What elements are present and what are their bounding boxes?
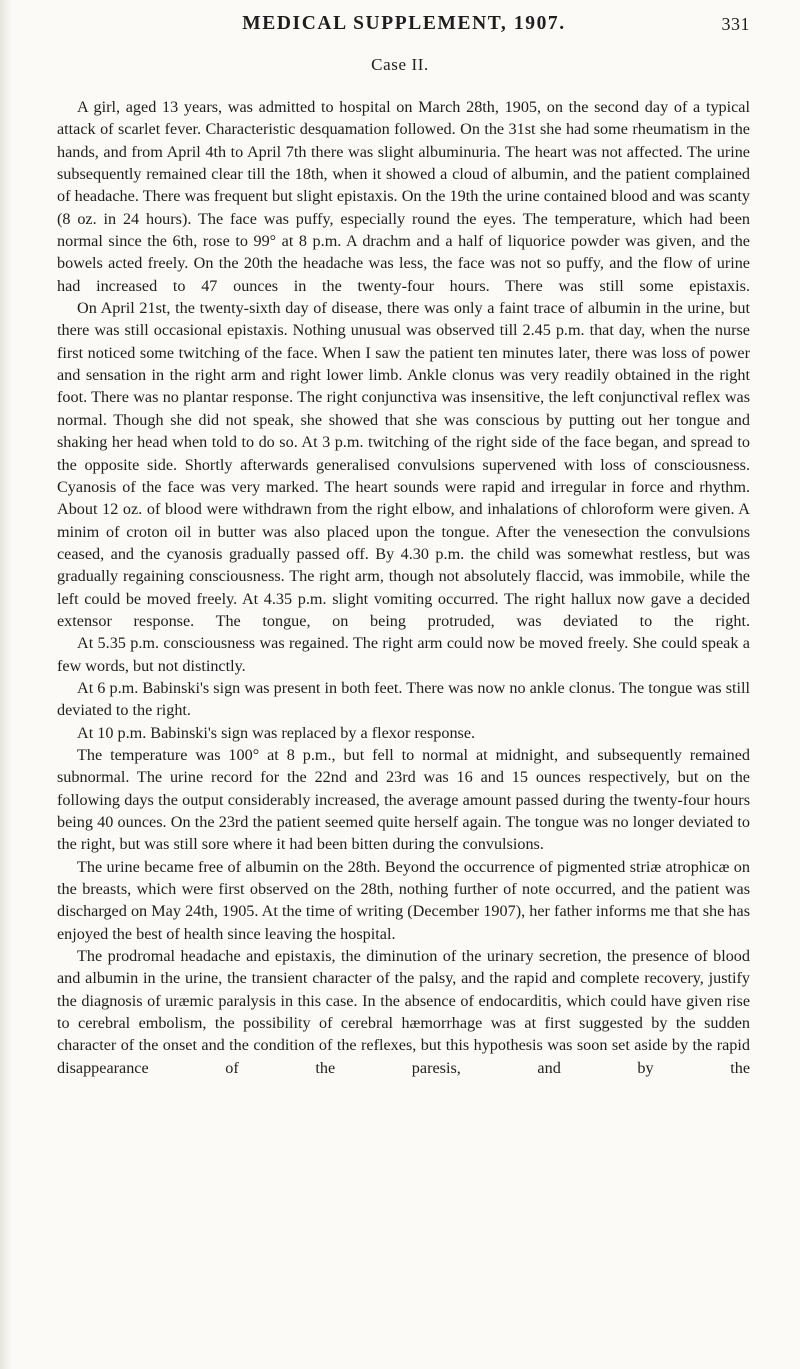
paragraph-case-history: A girl, aged 13 years, was admitted to hospital on March 28th, 1905, on the second day of a typical attack of scarlet fever. Characteristic desquamation followed. On the 31st she had some rheumatism in the hands, and from April 4th to April 7th there was slight albuminuria. The heart was not affected. The urine subsequently remained clear till the 18th, when it showed a cloud of albumin, and the patient complained of headache. There was frequent but slight epistaxis. On the 19th the urine contained blood and was scanty (8 oz. in 24 hours). The face was puffy, especially round the eyes. The temperature, which had been normal since the 6th, rose to 99° at 8 p.m. A drachm and a half of liquorice powder was given, and the bowels acted freely. On the 20th the headache was less, the face was not so puffy, and the flow of urine had increased to 47 ounces in the twenty-four hours. There was still some epistaxis. xyxy=(57,98,750,295)
paragraph-diagnosis: The prodromal headache and epistaxis, the diminution of the urinary secretion, the presence of blood and albumin in the urine, the transient character of the palsy, and the rapid and complete recovery, justify the diagnosis of uræmic paralysis in this case. In the absence of endocarditis, which could have given rise to cerebral embolism, the possibility of cerebral hæmorrhage was at first suggested by the sudden character of the onset and the condition of the reflexes, but this hypothesis was soon set aside by the rapid disappearance of the paresis, and by the xyxy=(57,947,750,1077)
running-title: MEDICAL SUPPLEMENT, 1907. xyxy=(242,13,566,34)
paragraph-10pm: At 10 p.m. Babinski's sign was replaced by a flexor response. xyxy=(77,723,476,742)
paragraph-temperature: The temperature was 100° at 8 p.m., but fell to normal at midnight, and subsequently remained subnormal. The urine record for the 22nd and 23rd was 16 and 15 ounces respectively, but on the following days the output considerably increased, the average amount passed during the twenty-four hours being 40 ounces. On the 23rd the patient seemed quite herself again. The tongue was no longer deviated to the right, but was still sore where it had been bitten during the convulsions. xyxy=(57,745,750,854)
paragraph-april-21: On April 21st, the twenty-sixth day of disease, there was only a faint trace of albumin in the urine, but there was still occasional epistaxis. Nothing unusual was observed till 2.45 p.m. that day, when the nurse first noticed some twitching of the face. When I saw the patient ten minutes later, there was loss of power and sensation in the right arm and right lower limb. Ankle clonus was very readily obtained in the right foot. There was no plantar response. The right conjunctiva was insensitive, the left conjunctival reflex was normal. Though she did not speak, she showed that she was conscious by putting out her tongue and shaking her head when told to do so. At 3 p.m. twitching of the right side of the face began, and spread to the opposite side. Shortly afterwards generalised convulsions supervened with loss of consciousness. Cyanosis of the face was very marked. The heart sounds were rapid and irregular in force and rhythm. About 12 oz. of blood were withdrawn from the right elbow, and inhalations of chloroform were given. A minim of croton oil in butter was also placed upon the tongue. After the venesection the convulsions ceased, and the cyanosis gradually passed off. By 4.30 p.m. the child was somewhat restless, but was gradually regaining consciousness. The right arm, though not absolutely flaccid, was immobile, while the left could be moved freely. At 4.35 p.m. slight vomiting occurred. The right hallux now gave a decided extensor response. The tongue, on being protruded, was deviated to the right. xyxy=(57,299,750,630)
case-heading: Case II. xyxy=(371,55,429,74)
page-number: 331 xyxy=(721,14,750,34)
paragraph-5-35pm: At 5.35 p.m. consciousness was regained. The right arm could now be moved freely. She could speak a few words, but not distinctly. xyxy=(57,634,750,675)
binding-gutter-shadow xyxy=(0,0,12,1369)
article-body xyxy=(57,96,750,1079)
paragraph-6pm: At 6 p.m. Babinski's sign was present in both feet. There was now no ankle clonus. The tongue was still deviated to the right. xyxy=(57,678,750,720)
paragraph-discharge: The urine became free of albumin on the 28th. Beyond the occurrence of pigmented striæ atrophicæ on the breasts, which were first observed on the 28th, nothing further of note occurred, and the patient was discharged on May 24th, 1905. At the time of writing (December 1907), her father informs me that she has enjoyed the best of health since leaving the hospital. xyxy=(57,857,750,943)
page-header xyxy=(58,13,750,41)
